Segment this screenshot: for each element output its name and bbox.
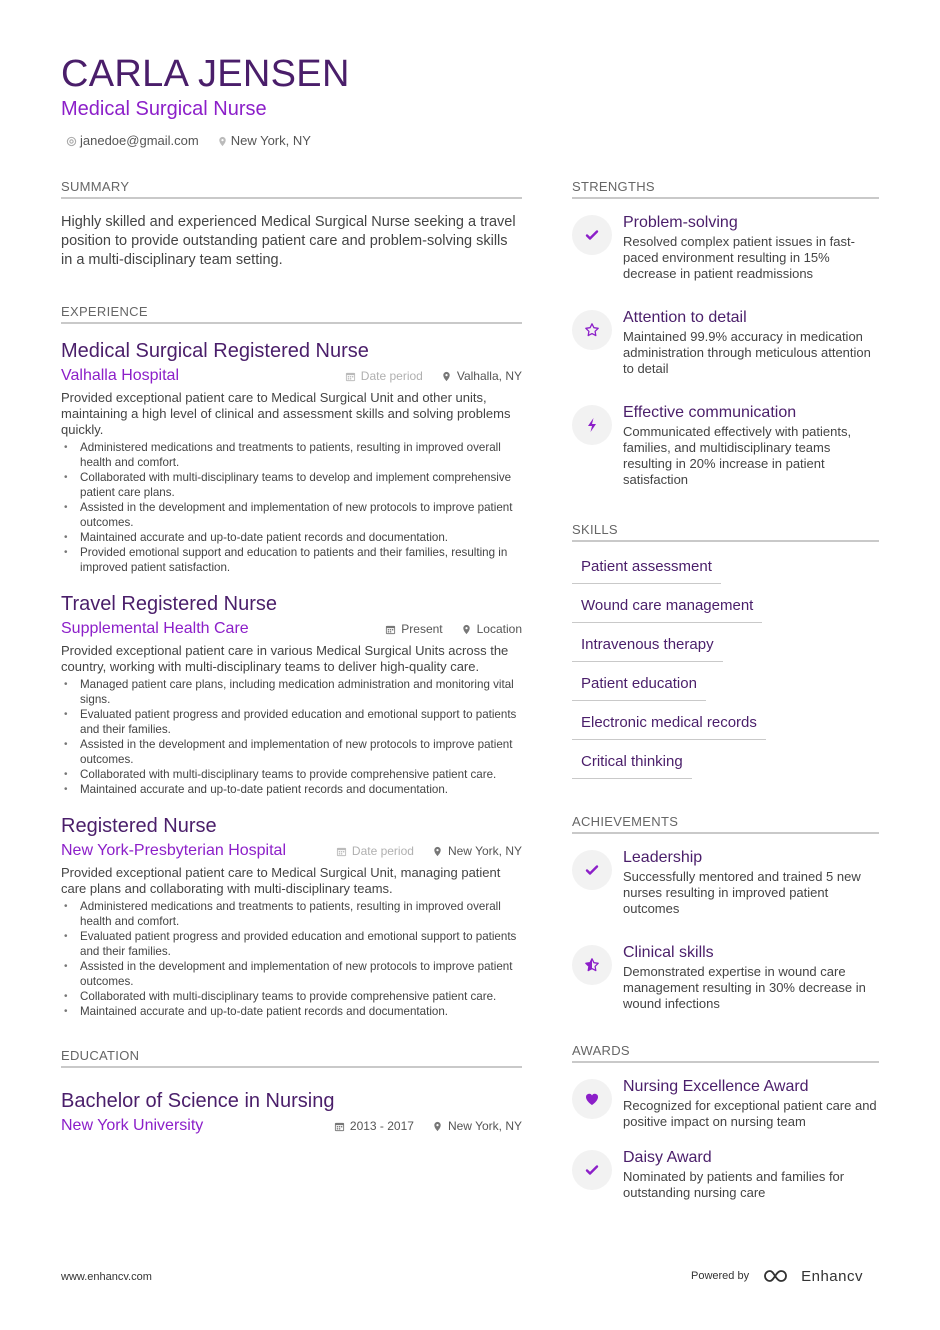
bullet-item: • Assisted in the development and implementation of new protocols to improve patient outcomes. — [61, 737, 522, 767]
location-text: New York, NY — [230, 133, 311, 148]
strength-desc: Maintained 99.9% accuracy in medication administration through meticulous attention to detail — [623, 329, 871, 376]
strength-item — [572, 212, 879, 282]
star-outline-icon — [584, 322, 600, 338]
education-date: 2013 - 2017 — [349, 1119, 414, 1133]
job-title: Travel Registered Nurse — [61, 593, 278, 615]
strength-desc: Resolved complex patient issues in fast-paced environment resulting in 15% decrease in patient readmissions — [623, 234, 855, 281]
company-name: New York-Presbyterian Hospital — [61, 842, 286, 859]
experience-entry — [61, 338, 522, 575]
job-bullets — [61, 440, 522, 575]
check-icon — [584, 862, 600, 878]
left-column — [61, 178, 522, 1138]
bullet-item: • Maintained accurate and up-to-date patient records and documentation. — [61, 1004, 522, 1019]
bullet-item: • Provided emotional support and education to patients and their families, resulting in improved patient satisfaction. — [61, 545, 522, 575]
skill-tag: Patient education — [572, 673, 706, 701]
brand-name: Enhancv — [801, 1267, 863, 1285]
bullet-item: • Evaluated patient progress and provided education and emotional support to patients and their families. — [61, 929, 522, 959]
check-icon — [584, 1162, 600, 1178]
bullet-item: • Assisted in the development and implementation of new protocols to improve patient outcomes. — [61, 959, 522, 989]
bullet-item: • Collaborated with multi-disciplinary teams to develop and implement comprehensive patient care plans. — [61, 470, 522, 500]
skill-tag: Intravenous therapy — [572, 634, 723, 662]
job-description: Provided exceptional patient care to Medical Surgical Unit and other units, maintaining a high level of clinical and assessment skills and solving problems quickly. — [61, 390, 511, 437]
email-text: janedoe@gmail.com — [80, 133, 199, 148]
experience-entry — [61, 591, 522, 797]
contact-email[interactable] — [66, 132, 199, 150]
strength-item — [572, 307, 879, 377]
brand-logo[interactable] — [763, 1267, 863, 1285]
achievement-title: Leadership — [623, 849, 703, 866]
candidate-name: CARLA JENSEN — [61, 53, 350, 95]
achievement-desc: Demonstrated expertise in wound care management resulting in 30% decrease in wound infections — [623, 964, 866, 1011]
school-name: New York University — [61, 1117, 204, 1134]
summary-text: Highly skilled and experienced Medical Surgical Nurse seeking a travel position to provide outstanding patient care and problem-solving skills in a multi-disciplinary team setting. — [61, 214, 516, 268]
awards-list — [572, 1076, 879, 1201]
check-icon — [584, 227, 600, 243]
company-name: Supplemental Health Care — [61, 620, 249, 637]
job-description: Provided exceptional patient care in various Medical Surgical Units across the country, working with multi-disciplinary teams to deliver high-quality care. — [61, 643, 509, 674]
calendar-icon — [345, 371, 356, 382]
awards-heading: AWARDS — [572, 1042, 879, 1063]
strengths-heading: STRENGTHS — [572, 178, 879, 199]
job-location: New York, NY — [447, 844, 522, 858]
award-title: Daisy Award — [623, 1149, 712, 1166]
location-pin-icon — [432, 1121, 443, 1132]
strength-item — [572, 402, 879, 488]
location-pin-icon — [461, 624, 472, 635]
strength-desc: Communicated effectively with patients, families, and multidisciplinary teams resulting in 20% increase in patient satisfaction — [623, 424, 852, 487]
job-description: Provided exceptional patient care to Medical Surgical Unit, managing patient care plans and collaborating with multi-disciplinary teams. — [61, 865, 501, 896]
award-desc: Nominated by patients and families for outstanding nursing care — [623, 1169, 845, 1200]
award-title: Nursing Excellence Award — [623, 1078, 809, 1095]
strengths-list — [572, 212, 879, 488]
right-column — [572, 178, 879, 1201]
bullet-item: • Administered medications and treatments to patients, resulting in improved overall health and comfort. — [61, 440, 522, 470]
achievement-item — [572, 847, 879, 917]
candidate-title: Medical Surgical Nurse — [61, 98, 267, 120]
award-desc: Recognized for exceptional patient care and positive impact on nursing team — [623, 1098, 877, 1129]
skills-heading: SKILLS — [572, 521, 879, 542]
education-location: New York, NY — [447, 1119, 522, 1133]
bullet-item: • Collaborated with multi-disciplinary teams to provide comprehensive patient care. — [61, 989, 522, 1004]
at-icon — [66, 136, 77, 147]
powered-by-text: Powered by — [691, 1270, 750, 1282]
footer-branding — [691, 1267, 863, 1285]
job-bullets — [61, 899, 522, 1019]
heart-icon — [584, 1091, 600, 1107]
achievement-desc: Successfully mentored and trained 5 new nurses resulting in improved patient outcomes — [623, 869, 861, 916]
calendar-icon — [336, 846, 347, 857]
achievements-list — [572, 847, 879, 1012]
contact-bar — [66, 132, 311, 150]
job-bullets — [61, 677, 522, 797]
bullet-item: • Maintained accurate and up-to-date patient records and documentation. — [61, 782, 522, 797]
star-half-icon — [584, 957, 600, 973]
skill-tag: Electronic medical records — [572, 712, 766, 740]
location-pin-icon — [217, 136, 228, 147]
lightning-icon — [584, 417, 600, 433]
skill-tag: Critical thinking — [572, 751, 692, 779]
strength-title: Effective communication — [623, 404, 797, 421]
award-item — [572, 1147, 879, 1201]
experience-entry — [61, 813, 522, 1019]
strength-title: Problem-solving — [623, 214, 738, 231]
bullet-item: • Maintained accurate and up-to-date patient records and documentation. — [61, 530, 522, 545]
location-pin-icon — [432, 846, 443, 857]
education-entry — [61, 1088, 522, 1138]
location-pin-icon — [441, 371, 452, 382]
skills-list — [572, 556, 879, 779]
achievement-item — [572, 942, 879, 1012]
achievement-title: Clinical skills — [623, 944, 714, 961]
footer-website-link[interactable]: www.enhancv.com — [61, 1271, 152, 1283]
job-location: Location — [476, 622, 522, 636]
bullet-item: • Assisted in the development and implementation of new protocols to improve patient outcomes. — [61, 500, 522, 530]
summary-heading: SUMMARY — [61, 178, 522, 199]
strength-title: Attention to detail — [623, 309, 747, 326]
education-heading: EDUCATION — [61, 1047, 522, 1068]
bullet-item: • Managed patient care plans, including medication administration and monitoring vital signs. — [61, 677, 522, 707]
bullet-item: • Administered medications and treatments to patients, resulting in improved overall health and comfort. — [61, 899, 522, 929]
enhancv-logo-icon — [763, 1267, 795, 1285]
company-name: Valhalla Hospital — [61, 367, 179, 384]
contact-location — [217, 132, 311, 150]
job-date: Date period — [351, 844, 414, 858]
job-title: Medical Surgical Registered Nurse — [61, 340, 369, 362]
skill-tag: Patient assessment — [572, 556, 721, 584]
job-date: Date period — [360, 369, 423, 383]
calendar-icon — [385, 624, 396, 635]
job-location: Valhalla, NY — [456, 369, 522, 383]
skill-tag: Wound care management — [572, 595, 762, 623]
bullet-item: • Collaborated with multi-disciplinary teams to provide comprehensive patient care. — [61, 767, 522, 782]
award-item — [572, 1076, 879, 1130]
bullet-item: • Evaluated patient progress and provided education and emotional support to patients and their families. — [61, 707, 522, 737]
achievements-heading: ACHIEVEMENTS — [572, 813, 879, 834]
job-title: Registered Nurse — [61, 815, 217, 837]
calendar-icon — [334, 1121, 345, 1132]
degree-title: Bachelor of Science in Nursing — [61, 1090, 335, 1112]
experience-heading: EXPERIENCE — [61, 303, 522, 324]
job-date: Present — [401, 622, 443, 636]
